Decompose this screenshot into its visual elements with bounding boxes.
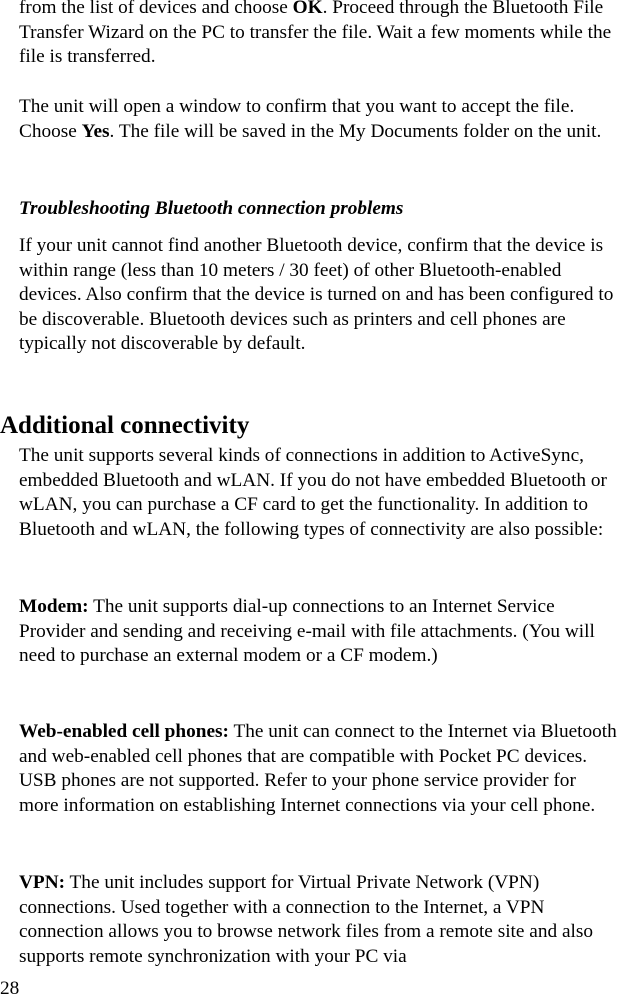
cell-phones-label: Web-enabled cell phones: xyxy=(19,721,229,742)
troubleshooting-paragraph: If your unit cannot find another Bluetooth device, confirm that the device is within range (less than 10 meters / 30 feet) of other Bluetooth-enabled devices. Also confirm that the device is turned on and has been configured to be discoverable. Bluetooth devices such as printers and cell phones are typically not discoverable by default. xyxy=(19,235,614,355)
text: from the list of devices and choose xyxy=(19,0,293,18)
vpn-label: VPN: xyxy=(19,872,66,893)
text: . The file will be saved in the My Documents folder on the unit. xyxy=(109,120,602,142)
accept-file-paragraph xyxy=(19,95,617,144)
connectivity-intro-paragraph xyxy=(19,444,617,542)
ok-emphasis: OK xyxy=(292,0,323,18)
troubleshooting-subheading: Troubleshooting Bluetooth connection problems xyxy=(19,198,404,219)
vpn-paragraph xyxy=(19,871,617,969)
text: The unit supports dial-up connections to an Internet Service Provider and sending and receiving e-mail with file attachments. (You will need to purchase an external modem or a CF modem.) xyxy=(19,596,595,667)
text: The unit supports several kinds of connections in addition to ActiveSync, embedded Bluetooth and wLAN. If you do not have embedded Bluetooth or wLAN, you can purchase a CF card to get the functionality. In addition to Bluetooth and wLAN, the following types of connectivity are also possible: xyxy=(19,445,607,540)
section-heading: Additional connectivity xyxy=(0,412,250,439)
text: The unit includes support for Virtual Private Network (VPN) connections. Used together with a connection to the Internet, a VPN connection allows you to browse network files from a remote site and also supports remote synchronization with your PC via xyxy=(19,872,594,967)
text: The unit can connect to the Internet via Bluetooth and web-enabled cell phones that are compatible with Pocket PC devices. USB phones are not supported. Refer to your phone service provider for more information on establishing Internet connections via your cell phone. xyxy=(19,721,617,816)
cell-phones-paragraph xyxy=(19,720,617,818)
page-number: 28 xyxy=(0,978,20,999)
text: . Proceed through the Bluetooth File Transfer Wizard on the PC to transfer the file. Wait a few moments while the file is transferred. xyxy=(19,0,612,68)
modem-label: Modem: xyxy=(19,596,89,617)
file-transfer-paragraph xyxy=(19,0,617,70)
yes-emphasis: Yes xyxy=(81,120,110,142)
text: The unit will open a window to confirm that you want to accept the file. Choose xyxy=(19,96,575,142)
modem-paragraph xyxy=(19,595,617,669)
